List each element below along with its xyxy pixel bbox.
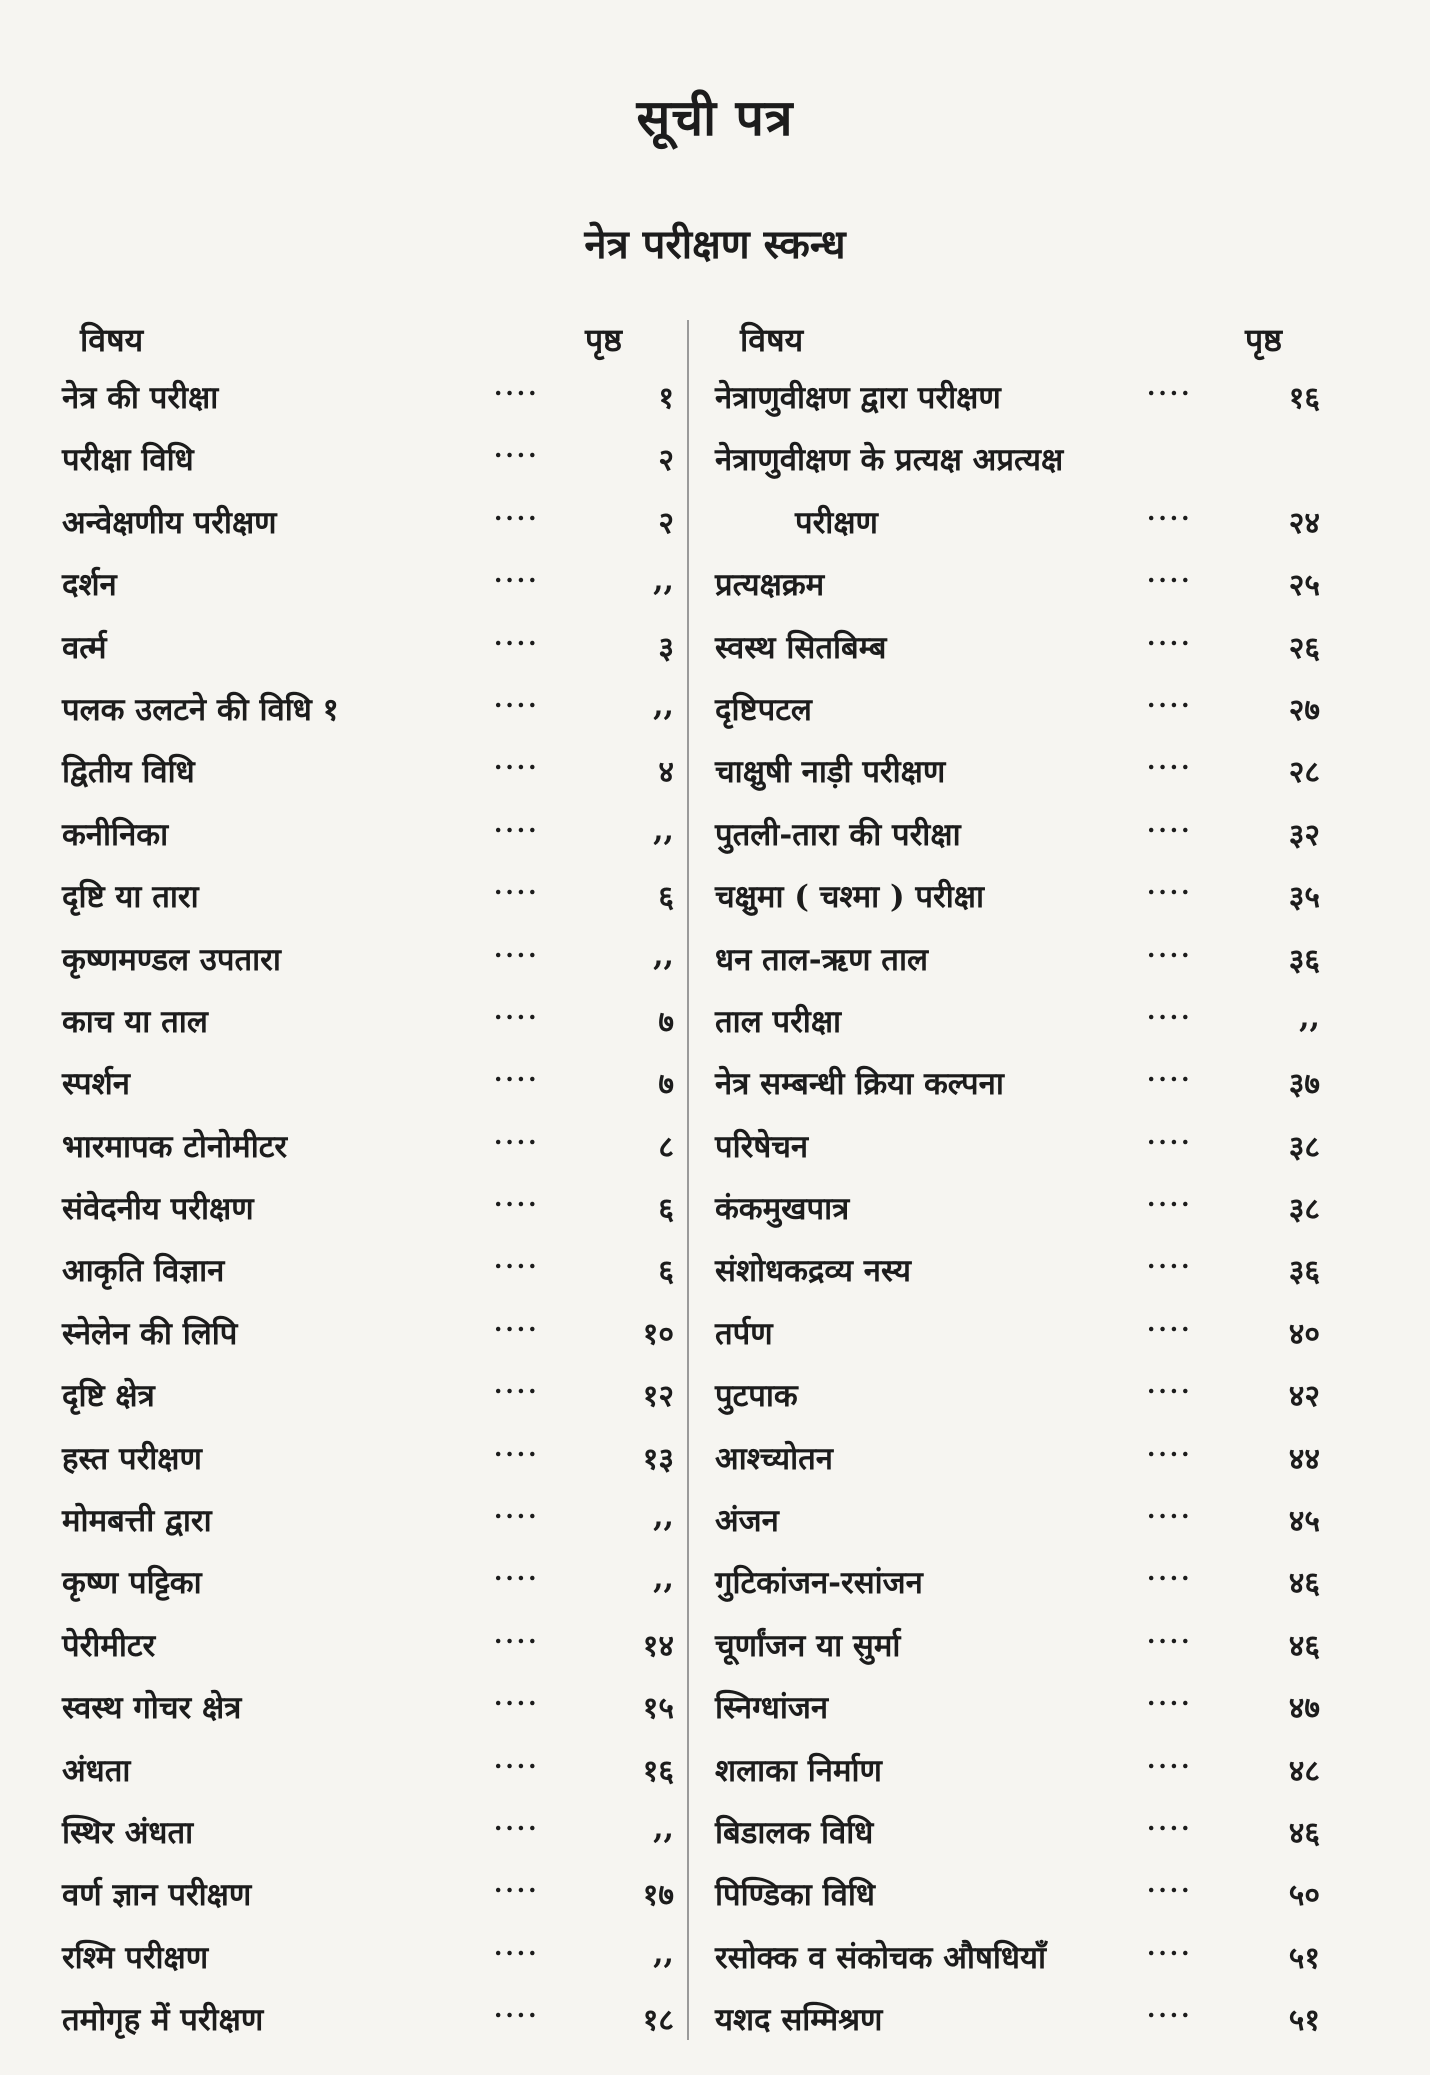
- toc-entry: [715, 434, 1320, 496]
- toc-entry: [62, 434, 674, 496]
- toc-entry-leader: ....: [1147, 1744, 1193, 1774]
- toc-entry-leader: ....: [494, 871, 540, 901]
- column-divider: [687, 320, 689, 2040]
- toc-entry-leader: ....: [494, 496, 540, 526]
- toc-entry-leader: ....: [494, 1994, 540, 2024]
- toc-entry-page: १८: [642, 2003, 674, 2039]
- toc-entry-topic: कृष्ण पट्टिका: [62, 1565, 202, 1602]
- toc-entry-topic: बिडालक विधि: [715, 1814, 874, 1851]
- toc-entry-leader: ....: [494, 746, 540, 776]
- toc-entry-leader: ....: [1147, 1432, 1193, 1462]
- toc-entry: [715, 1745, 1320, 1807]
- toc-entry-leader: ....: [494, 621, 540, 651]
- toc-entry-page: ४०: [1288, 1316, 1320, 1352]
- toc-entry-topic: रसोक्क व संकोचक औषधियाँ: [715, 1939, 1046, 1976]
- toc-entry-leader: ....: [494, 808, 540, 838]
- toc-entry-topic: पिण्डिका विधि: [715, 1877, 875, 1914]
- toc-entry-leader: ....: [494, 1495, 540, 1525]
- toc-entry-page: ५१: [1288, 1940, 1320, 1976]
- toc-entry-topic: संशोधकद्रव्य नस्य: [715, 1253, 912, 1290]
- toc-entry-topic: यशद सम्मिश्रण: [715, 2002, 883, 2039]
- toc-entry-topic: वर्त्म: [62, 629, 107, 666]
- toc-entry: [715, 1869, 1320, 1931]
- toc-entry-page: ३: [658, 630, 674, 666]
- toc-entry-topic: रश्मि परीक्षण: [62, 1939, 209, 1976]
- toc-entry: [715, 1058, 1320, 1120]
- toc-entry-leader: ....: [1147, 1869, 1193, 1899]
- toc-entry-page: २४: [1288, 505, 1320, 541]
- toc-entry-topic: भारमापक टोनोमीटर: [62, 1128, 288, 1165]
- toc-entry-topic: ताल परीक्षा: [715, 1003, 842, 1040]
- toc-entry-page: ६: [658, 1254, 674, 1290]
- toc-entry-leader: ....: [1147, 1120, 1193, 1150]
- toc-entry-leader: ....: [1147, 1806, 1193, 1836]
- toc-entry-page: ३८: [1288, 1129, 1320, 1165]
- toc-entry-topic: पुतली-तारा की परीक्षा: [715, 816, 961, 853]
- toc-entry: [62, 934, 674, 996]
- toc-entry-page: १५: [642, 1691, 674, 1727]
- toc-entry: [715, 559, 1320, 621]
- toc-entry-page: २: [658, 443, 674, 479]
- toc-entry-page: १०: [642, 1316, 674, 1352]
- toc-entry-topic: शलाका निर्माण: [715, 1752, 882, 1789]
- toc-entry-page: ६: [658, 880, 674, 916]
- toc-entry-page: ४६: [1288, 1566, 1320, 1602]
- toc-entry-leader: ....: [494, 1245, 540, 1275]
- toc-entry-page: ६: [658, 1192, 674, 1228]
- toc-entry-topic: आश्च्योतन: [715, 1440, 834, 1477]
- toc-entry-leader: ....: [494, 1058, 540, 1088]
- toc-entry-topic: पुटपाक: [715, 1378, 798, 1415]
- toc-entry: [62, 1745, 674, 1807]
- toc-entry: [62, 871, 674, 933]
- toc-entry-leader: ....: [494, 995, 540, 1025]
- toc-entry-leader: ....: [1147, 1931, 1193, 1961]
- toc-entry-topic: प्रत्यक्षक्रम: [715, 567, 825, 604]
- toc-entry-topic: मोमबत्ती द्वारा: [62, 1503, 212, 1540]
- toc-entry-topic: स्निग्धांजन: [715, 1690, 829, 1727]
- toc-entry-leader: ....: [1147, 871, 1193, 901]
- toc-entry: [62, 1370, 674, 1432]
- toc-entry-topic: परिषेचन: [715, 1128, 809, 1165]
- toc-entry-topic: चाक्षुषी नाड़ी परीक्षण: [715, 754, 946, 791]
- toc-entry: [715, 871, 1320, 933]
- toc-entry: [715, 1433, 1320, 1495]
- toc-entry-page: ३७: [1288, 1067, 1320, 1103]
- toc-entry-topic: अन्वेक्षणीय परीक्षण: [62, 504, 277, 541]
- toc-entry-topic: पलक उलटने की विधि १: [62, 691, 339, 728]
- toc-entry: [715, 497, 1320, 559]
- toc-entry-leader: ....: [494, 1432, 540, 1462]
- toc-entry: [62, 1932, 674, 1994]
- toc-entry-page: ,,: [653, 563, 674, 599]
- toc-entry-topic: स्वस्थ सितबिम्ब: [715, 629, 887, 666]
- toc-entry-leader: ....: [1147, 1307, 1193, 1337]
- toc-entry-page: १: [658, 381, 674, 416]
- toc-entry-topic: अंजन: [715, 1503, 779, 1540]
- toc-entry-page: ४२: [1288, 1379, 1320, 1415]
- toc-entry-page: २: [658, 505, 674, 541]
- toc-entry: [715, 809, 1320, 871]
- toc-entry-leader: ....: [1147, 933, 1193, 963]
- toc-entry-leader: ....: [1147, 1495, 1193, 1525]
- toc-left-column: [62, 372, 674, 2057]
- toc-entry-page: ४७: [1288, 1691, 1320, 1727]
- toc-entry-leader: ....: [494, 933, 540, 963]
- toc-entry-leader: ....: [494, 1370, 540, 1400]
- toc-entry-page: ३६: [1288, 1254, 1320, 1290]
- toc-entry-page: ७: [658, 1067, 674, 1103]
- toc-entry-page: १६: [642, 1753, 674, 1789]
- toc-entry-topic: दृष्टिपटल: [715, 691, 812, 728]
- toc-entry-page: १४: [642, 1628, 674, 1664]
- toc-entry: [62, 1308, 674, 1370]
- toc-entry: [62, 372, 674, 434]
- toc-entry-page: २६: [1288, 630, 1320, 666]
- toc-entry: [62, 1433, 674, 1495]
- toc-entry-leader: ....: [1147, 496, 1193, 526]
- toc-entry-page: ,,: [653, 1499, 674, 1535]
- toc-entry-page: ४८: [1288, 1753, 1320, 1789]
- toc-entry-topic: अंधता: [62, 1752, 131, 1789]
- toc-entry-leader: ....: [1147, 621, 1193, 651]
- toc-entry-page: ४५: [1288, 1504, 1320, 1540]
- toc-entry-page: ,,: [653, 1810, 674, 1846]
- toc-entry: [62, 684, 674, 746]
- toc-entry: [715, 1932, 1320, 1994]
- toc-entry-page: ८: [658, 1129, 674, 1165]
- toc-entry: [62, 809, 674, 871]
- toc-entry-topic: पेरीमीटर: [62, 1627, 156, 1664]
- toc-entry-leader: ....: [1147, 995, 1193, 1025]
- toc-entry-page: ७: [658, 1004, 674, 1040]
- toc-entry-leader: ....: [1147, 1557, 1193, 1587]
- toc-entry: [62, 996, 674, 1058]
- left-page-header: पृष्ठ: [585, 321, 623, 359]
- toc-entry-leader: ....: [1147, 746, 1193, 776]
- toc-entry-topic: परीक्षण: [795, 504, 878, 541]
- toc-entry-leader: ....: [1147, 1058, 1193, 1088]
- toc-entry-leader: ....: [1147, 559, 1193, 589]
- toc-entry-leader: ....: [494, 683, 540, 713]
- toc-entry: [62, 1869, 674, 1931]
- toc-entry-leader: ....: [494, 1120, 540, 1150]
- toc-entry-topic: परीक्षा विधि: [62, 442, 194, 479]
- toc-entry-topic: स्वस्थ गोचर क्षेत्र: [62, 1690, 242, 1727]
- toc-entry: [715, 684, 1320, 746]
- toc-entry-topic: कृष्णमण्डल उपतारा: [62, 941, 281, 978]
- toc-entry: [715, 1495, 1320, 1557]
- toc-entry: [715, 622, 1320, 684]
- toc-entry: [715, 1308, 1320, 1370]
- toc-entry: [62, 746, 674, 808]
- toc-entry-page: १७: [642, 1878, 674, 1914]
- toc-entry-page: २५: [1288, 568, 1320, 604]
- right-topic-header: विषय: [740, 321, 804, 359]
- toc-right-column: [715, 372, 1320, 2057]
- toc-entry: [715, 1807, 1320, 1869]
- toc-entry-topic: नेत्र सम्बन्धी क्रिया कल्पना: [715, 1066, 1004, 1103]
- toc-entry: [715, 1620, 1320, 1682]
- toc-entry-leader: ....: [494, 1744, 540, 1774]
- toc-entry: [62, 1682, 674, 1744]
- toc-entry: [62, 1058, 674, 1120]
- toc-entry-topic: तर्पण: [715, 1315, 773, 1352]
- toc-entry-leader: ....: [494, 1869, 540, 1899]
- toc-entry-leader: ....: [494, 1806, 540, 1836]
- toc-entry-topic: गुटिकांजन-रसांजन: [715, 1565, 923, 1602]
- toc-entry-leader: ....: [494, 1682, 540, 1712]
- toc-entry-topic: स्पर्शन: [62, 1066, 130, 1103]
- toc-entry: [62, 1557, 674, 1619]
- toc-entry-page: ,,: [653, 1561, 674, 1597]
- toc-entry-topic: स्नेलेन की लिपि: [62, 1315, 238, 1352]
- toc-entry: [715, 1183, 1320, 1245]
- toc-entry-page: १३: [642, 1441, 674, 1477]
- toc-entry-page: ,,: [653, 687, 674, 723]
- toc-entry-topic: काच या ताल: [62, 1003, 208, 1040]
- toc-entry-leader: ....: [494, 1557, 540, 1587]
- left-topic-header: विषय: [80, 321, 144, 359]
- toc-entry-topic: धन ताल-ऋण ताल: [715, 941, 929, 978]
- toc-entry-page: ४: [658, 755, 674, 791]
- toc-entry-leader: ....: [1147, 372, 1193, 401]
- toc-entry-page: २८: [1288, 755, 1320, 791]
- toc-entry: [62, 622, 674, 684]
- toc-entry: [62, 559, 674, 621]
- toc-entry-page: ५०: [1288, 1878, 1320, 1914]
- toc-entry-topic: नेत्राणुवीक्षण द्वारा परीक्षण: [715, 380, 1001, 416]
- toc-entry-topic: कनीनिका: [62, 816, 169, 853]
- toc-entry-leader: ....: [1147, 1183, 1193, 1213]
- toc-entry-leader: ....: [1147, 1370, 1193, 1400]
- toc-entry-topic: संवेदनीय परीक्षण: [62, 1191, 254, 1228]
- section-title: नेत्र परीक्षण स्कन्ध: [584, 221, 846, 268]
- toc-entry-topic: दृष्टि क्षेत्र: [62, 1378, 155, 1415]
- toc-entry-leader: ....: [1147, 1994, 1193, 2024]
- toc-entry: [715, 1121, 1320, 1183]
- toc-entry-page: ३५: [1288, 880, 1320, 916]
- toc-entry-topic: हस्त परीक्षण: [62, 1440, 202, 1477]
- toc-entry: [715, 1245, 1320, 1307]
- toc-entry-leader: ....: [494, 1619, 540, 1649]
- toc-entry-topic: वर्ण ज्ञान परीक्षण: [62, 1877, 252, 1914]
- page-title: सूची पत्र: [636, 88, 794, 147]
- toc-entry-leader: ....: [1147, 1619, 1193, 1649]
- toc-entry-topic: नेत्र की परीक्षा: [62, 380, 219, 416]
- toc-entry-leader: ....: [494, 434, 540, 464]
- toc-entry-topic: द्वितीय विधि: [62, 754, 195, 791]
- toc-entry: [62, 1495, 674, 1557]
- toc-entry: [715, 934, 1320, 996]
- toc-entry: [62, 1121, 674, 1183]
- toc-entry-page: ३६: [1288, 942, 1320, 978]
- toc-entry-leader: ....: [1147, 683, 1193, 713]
- toc-entry-topic: कंकमुखपात्र: [715, 1191, 850, 1228]
- toc-entry-topic: चक्षुमा ( चश्मा ) परीक्षा: [715, 879, 984, 916]
- toc-entry-leader: ....: [494, 372, 540, 401]
- toc-entry-leader: ....: [494, 1307, 540, 1337]
- toc-entry: [715, 1994, 1320, 2056]
- toc-entry-page: ४६: [1288, 1628, 1320, 1664]
- toc-entry-leader: ....: [1147, 1682, 1193, 1712]
- toc-entry-topic: स्थिर अंधता: [62, 1814, 194, 1851]
- right-page-header: पृष्ठ: [1245, 321, 1283, 359]
- toc-entry-topic: तमोगृह में परीक्षण: [62, 2002, 264, 2039]
- toc-entry: [715, 746, 1320, 808]
- toc-entry-leader: ....: [494, 1931, 540, 1961]
- toc-entry-page: ३२: [1288, 817, 1320, 853]
- toc-entry-page: ४६: [1288, 1815, 1320, 1851]
- toc-entry-leader: ....: [494, 559, 540, 589]
- toc-entry-page: ,,: [653, 812, 674, 848]
- toc-entry: [62, 1183, 674, 1245]
- toc-entry-page: १२: [642, 1379, 674, 1415]
- toc-entry-page: ४४: [1288, 1441, 1320, 1477]
- toc-entry-topic: चूर्णांजन या सुर्मा: [715, 1627, 901, 1664]
- toc-entry-leader: ....: [1147, 1245, 1193, 1275]
- toc-entry-topic: आकृति विज्ञान: [62, 1253, 225, 1290]
- toc-entry-page: ३८: [1288, 1192, 1320, 1228]
- toc-entry-page: १६: [1288, 381, 1320, 416]
- toc-entry-leader: ....: [1147, 808, 1193, 838]
- toc-entry: [715, 996, 1320, 1058]
- toc-entry: [715, 1682, 1320, 1744]
- toc-entry: [715, 372, 1320, 434]
- toc-entry: [715, 1557, 1320, 1619]
- toc-entry-topic: दृष्टि या तारा: [62, 879, 199, 916]
- toc-entry-topic: दर्शन: [62, 567, 117, 604]
- toc-entry-page: ,,: [653, 937, 674, 973]
- toc-entry: [62, 1807, 674, 1869]
- toc-entry: [62, 1620, 674, 1682]
- toc-entry-page: ५१: [1288, 2003, 1320, 2039]
- toc-entry-topic: नेत्राणुवीक्षण के प्रत्यक्ष अप्रत्यक्ष: [715, 442, 1064, 479]
- toc-entry: [62, 1994, 674, 2056]
- toc-entry-page: ,,: [1299, 999, 1320, 1035]
- toc-entry: [62, 1245, 674, 1307]
- toc-entry: [62, 497, 674, 559]
- toc-entry: [715, 1370, 1320, 1432]
- toc-entry-page: ,,: [653, 1935, 674, 1971]
- toc-entry-page: २७: [1288, 692, 1320, 728]
- toc-entry-leader: ....: [494, 1183, 540, 1213]
